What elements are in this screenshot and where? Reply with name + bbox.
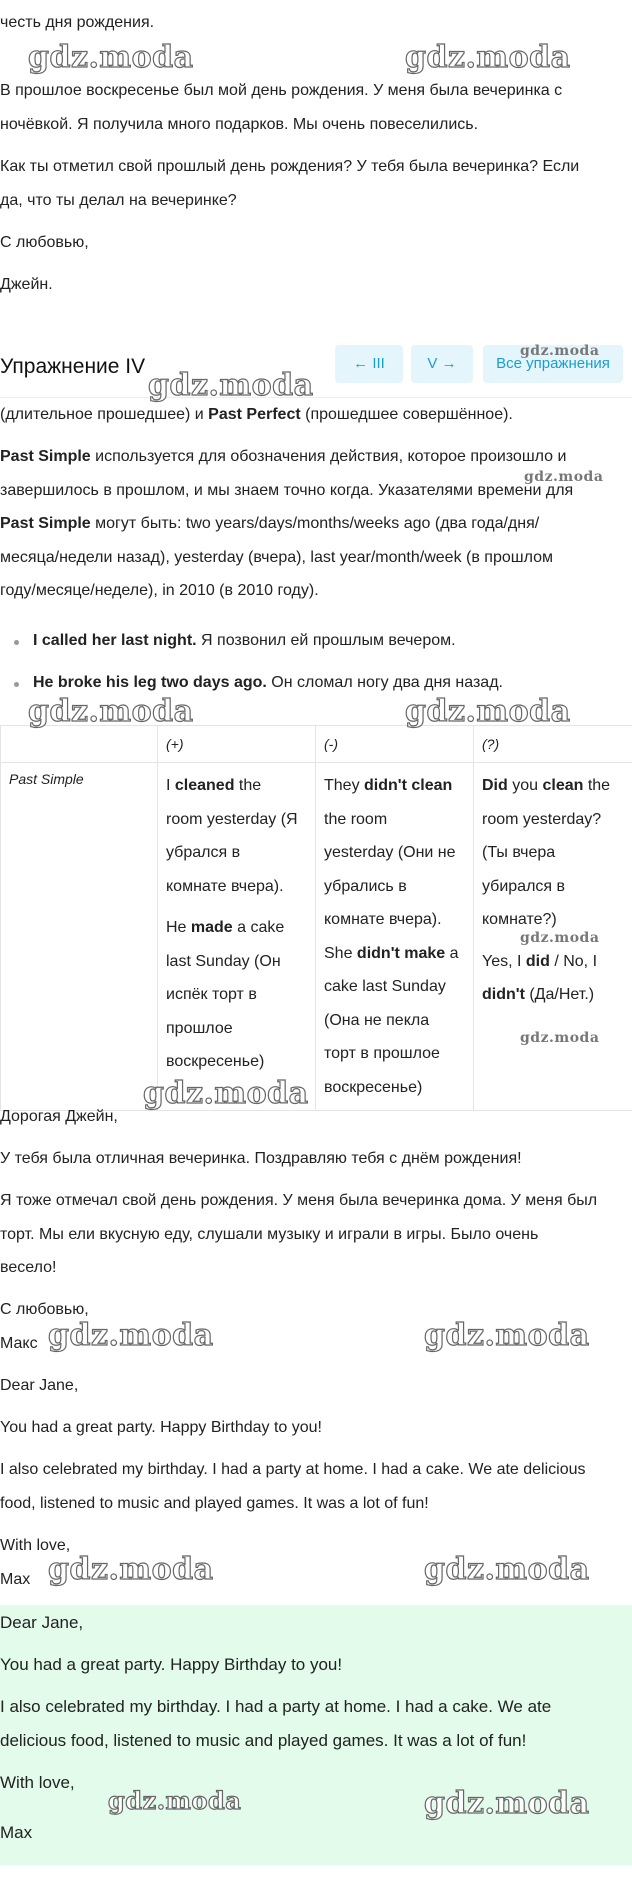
en-letter-text: Max	[0, 1571, 31, 1588]
theory-text: месяца/недели назад), yesterday (вчера), last year/month/week (в прошлом	[0, 549, 553, 566]
answer-text: delicious food, listened to music and played games. It was a lot of fun!	[0, 1731, 527, 1750]
row-label: Past Simple	[9, 771, 84, 787]
watermark: gdz.moda	[143, 1076, 309, 1111]
ru-letter-text: Я тоже отмечал свой день рождения. У меня была вечеринка дома. У меня был	[0, 1192, 598, 1209]
en-letter-text: With love,	[0, 1537, 71, 1554]
table-header: (?)	[474, 726, 632, 763]
exercise-header	[0, 345, 632, 398]
en-letter-text: Dear Jane,	[0, 1377, 79, 1394]
ru-letter-text: С любовью,	[0, 1301, 89, 1318]
ru-letter-text: весело!	[0, 1259, 57, 1276]
table-header: (-)	[316, 726, 474, 763]
letter-text: В прошлое воскресенье был мой день рождения. У меня была вечеринка с	[0, 82, 563, 99]
watermark: gdz.moda	[108, 1786, 242, 1815]
watermark: gdz.moda	[48, 1318, 214, 1353]
letter-text: С любовью,	[0, 234, 89, 251]
ru-letter-text: торт. Мы ели вкусную еду, слушали музыку и играли в игры. Было очень	[0, 1226, 539, 1243]
theory-text: Past Simple используется для обозначения действия, которое произошло и	[0, 448, 567, 465]
grammar-table	[0, 725, 632, 1111]
letter-text: ночёвкой. Я получила много подарков. Мы очень повеселились.	[0, 116, 479, 133]
watermark: gdz.moda	[48, 1552, 214, 1587]
watermark: gdz.moda	[520, 930, 600, 946]
en-letter-text: You had a great party. Happy Birthday to you!	[0, 1419, 322, 1436]
table-header: (+)	[158, 726, 316, 763]
ru-letter-text: У тебя была отличная вечеринка. Поздравляю тебя с днём рождения!	[0, 1150, 522, 1167]
ru-letter-text: Дорогая Джейн,	[0, 1108, 118, 1125]
watermark: gdz.moda	[520, 343, 600, 359]
theory-text: завершилось в прошлом, и мы знаем точно когда. Указателями времени для	[0, 482, 574, 499]
positive-cell: I cleaned the room yesterday (Я убрался в комнате вчера). He made a cake last Sunday (Он испёк торт в прошлое воскресенье)	[158, 763, 316, 1111]
theory-text: (длительное прошедшее) и Past Perfect (прошедшее совершённое).	[0, 406, 513, 423]
answer-text: Max	[0, 1823, 33, 1842]
theory-text: году/месяце/неделе), in 2010 (в 2010 году).	[0, 582, 319, 599]
answer-box	[0, 1605, 632, 1865]
exercise-title: Упражнение IV	[0, 355, 146, 378]
watermark: gdz.moda	[28, 694, 194, 729]
en-letter-text: food, listened to music and played games. It was a lot of fun!	[0, 1495, 429, 1512]
negative-cell: They didn't clean the room yesterday (Они не убрались в комнате вчера). She didn't make a cake last Sunday (Она не пекла торт в прошлое воскресенье)	[316, 763, 474, 1111]
en-letter-text: I also celebrated my birthday. I had a party at home. I had a cake. We ate delicious	[0, 1461, 586, 1478]
next-exercise-button[interactable]: V →	[411, 345, 473, 383]
prev-exercise-button[interactable]: ← III	[335, 345, 403, 383]
row-label-cell	[1, 763, 158, 1111]
question-cell: Did you clean the room yesterday? (Ты вчера убирался в комнате?) Yes, I did / No, I didn't (Да/Нет.)	[474, 763, 632, 1111]
answer-text: With love,	[0, 1773, 75, 1792]
watermark: gdz.moda	[405, 40, 571, 75]
letter-text: Джейн.	[0, 276, 53, 293]
theory-text: Past Simple могут быть: two years/days/months/weeks ago (два года/дня/	[0, 515, 540, 532]
letter-text: Как ты отметил свой прошлый день рождения? У тебя была вечеринка? Если	[0, 158, 580, 175]
ru-letter-text: Макс	[0, 1335, 38, 1352]
answer-text: I also celebrated my birthday. I had a party at home. I had a cake. We ate	[0, 1697, 552, 1716]
table-header	[1, 726, 158, 763]
all-exercises-button[interactable]: Все упражнения	[483, 345, 623, 383]
watermark: gdz.moda	[424, 1552, 590, 1587]
letter-text: да, что ты делал на вечеринке?	[0, 192, 237, 209]
watermark: gdz.moda	[148, 368, 314, 403]
bullet-dot	[14, 682, 19, 687]
watermark: gdz.moda	[520, 1030, 600, 1046]
table-row	[1, 763, 632, 1111]
letter-text: честь дня рождения.	[0, 14, 155, 31]
table-header-row	[1, 726, 632, 763]
answer-text: You had a great party. Happy Birthday to you!	[0, 1655, 343, 1674]
watermark: gdz.moda	[424, 1318, 590, 1353]
watermark: gdz.moda	[28, 40, 194, 75]
watermark: gdz.moda	[524, 469, 604, 485]
watermark: gdz.moda	[424, 1786, 590, 1821]
watermark: gdz.moda	[405, 694, 571, 729]
answer-text: Dear Jane,	[0, 1613, 84, 1632]
bullet-dot	[14, 640, 19, 645]
